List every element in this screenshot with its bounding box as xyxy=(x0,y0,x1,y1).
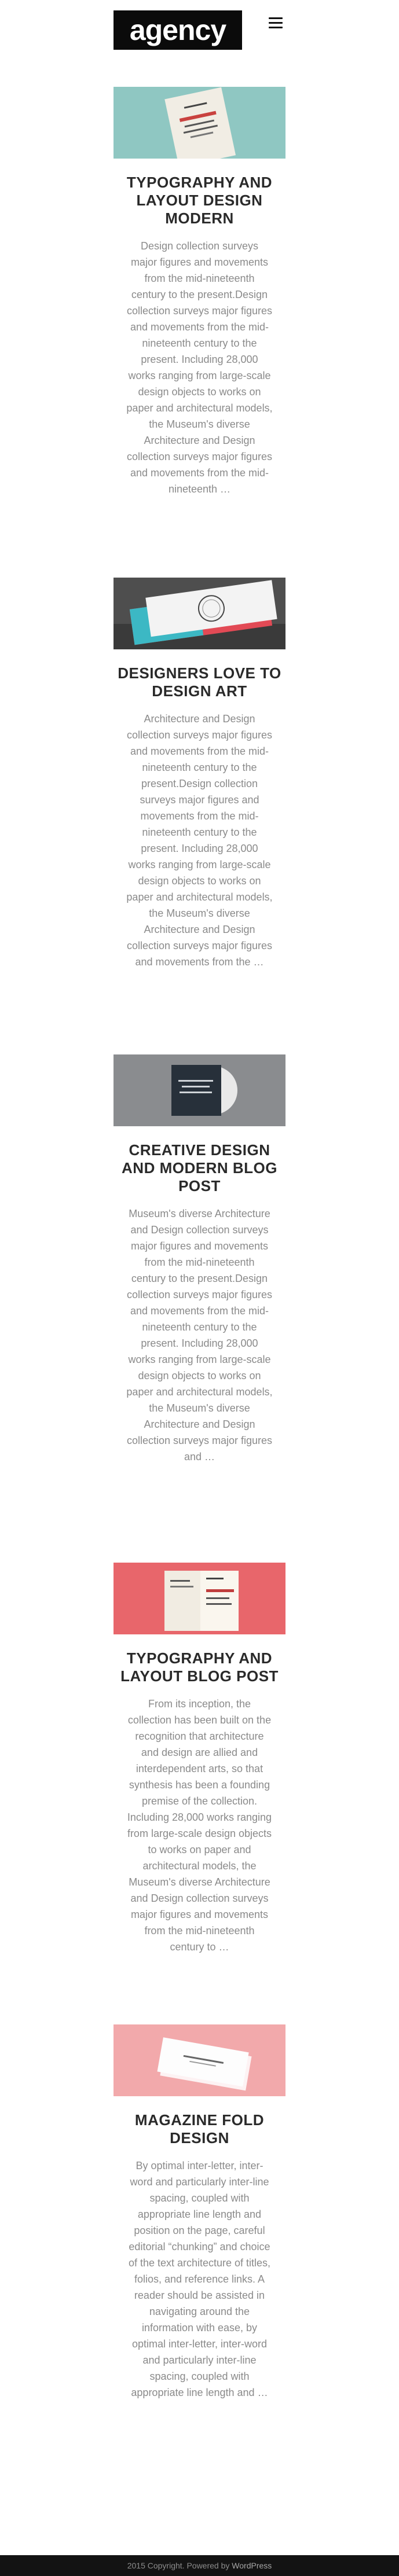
post-title[interactable]: TYPOGRAPHY AND LAYOUT BLOG POST xyxy=(120,1649,279,1685)
post-excerpt: Architecture and Design collection surveys major figures and movements from the mid-nineteenth century to the present.Design collection surveys major figures and movements from the mid-nineteenth century to the present. Including 28,000 works ranging from large-scale design objects to works on paper and architectural models, the Museum's diverse Architecture and Design collection surveys major figures and movements from the … xyxy=(126,713,273,968)
menu-bar xyxy=(269,27,283,28)
post-excerpt: From its inception, the collection has been built on the recognition that architecture and design are allied and interdependent arts, so that synthesis has been a founding premise of the collection. Including 28,000 works ranging from large-scale design objects to works on paper and architectural models, the Museum's diverse Architecture and Design collection surveys major figures and movements from the mid-nineteenth century to … xyxy=(127,1698,272,1953)
post-title[interactable]: TYPOGRAPHY AND LAYOUT DESIGN MODERN xyxy=(126,174,273,227)
post-excerpt: By optimal inter-letter, inter-word and particularly inter-line spacing, coupled with appropriate line length and position on the page, careful editorial “chunking” and choice of the text architecture of titles, folios, and reference links. A reader should be assisted in navigating around the information with ease, by optimal inter-letter, inter-word and particularly inter-line spacing, coupled with appropriate line length and … xyxy=(128,2160,271,2398)
post-item xyxy=(114,1563,285,1955)
site-logo[interactable] xyxy=(114,10,242,50)
post-title[interactable]: MAGAZINE FOLD DESIGN xyxy=(134,2111,265,2147)
post-thumbnail[interactable] xyxy=(114,1054,285,1126)
card-stack-mockup-image xyxy=(114,2024,285,2096)
business-card-mockup-image xyxy=(114,578,285,649)
post-thumbnail[interactable] xyxy=(114,1563,285,1634)
footer-copyright: 2015 Copyright. Powered by xyxy=(127,2561,230,2570)
post-thumbnail[interactable] xyxy=(114,2024,285,2096)
menu-bar xyxy=(269,22,283,24)
post-thumbnail[interactable] xyxy=(114,578,285,649)
post-title[interactable]: DESIGNERS LOVE TO DESIGN ART xyxy=(118,664,281,700)
post-title[interactable]: CREATIVE DESIGN AND MODERN BLOG POST xyxy=(122,1141,277,1195)
poster-mockup-image xyxy=(114,87,285,159)
hamburger-menu-icon[interactable] xyxy=(269,17,283,30)
post-item xyxy=(114,87,285,497)
cd-cover-mockup-image xyxy=(114,1054,285,1126)
site-footer xyxy=(0,2555,399,2576)
post-item xyxy=(114,1054,285,1465)
logo-text: agency xyxy=(129,14,226,46)
post-excerpt: Museum's diverse Architecture and Design collection surveys major figures and movements from the mid-nineteenth century to the present.Design collection surveys major figures and movements from the mid-nineteenth century to the present. Including 28,000 works ranging from large-scale design objects to works on paper and architectural models, the Museum's diverse Architecture and Design collection surveys major figures and … xyxy=(126,1208,273,1462)
site-header xyxy=(0,0,399,64)
post-item xyxy=(114,2024,285,2401)
post-excerpt: Design collection surveys major figures and movements from the mid-nineteenth century to the present.Design collection surveys major figures and movements from the mid-nineteenth century to the present. Including 28,000 works ranging from large-scale design objects to works on paper and architectural models, the Museum's diverse Architecture and Design collection surveys major figures and movements from the mid-nineteenth … xyxy=(126,240,273,495)
menu-bar xyxy=(269,17,283,19)
wordpress-link[interactable]: WordPress xyxy=(232,2561,272,2570)
brochure-mockup-image xyxy=(114,1563,285,1634)
post-thumbnail[interactable] xyxy=(114,87,285,159)
post-item xyxy=(114,578,285,970)
